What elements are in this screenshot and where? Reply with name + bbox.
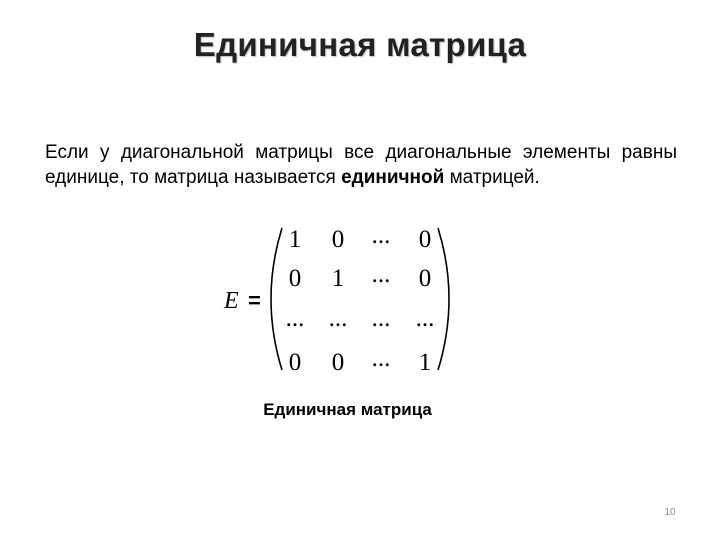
matrix-cell-r3-c4: ... [415,305,435,332]
matrix-cell-r2-c2: 1 [331,265,345,292]
definition-bold-term: единичной [341,167,445,188]
matrix-cell-r2-c3: ... [371,261,391,288]
matrix-variable: E [224,288,239,314]
matrix-cell-r1-c4: 0 [418,226,432,253]
equals-sign: = [248,288,261,313]
matrix-cells [286,222,435,376]
identity-matrix-formula [218,224,458,374]
definition-text-start: Если у диагональной матрицы все диагональные элементы равны единице, то матрица называется [45,142,677,188]
matrix-cell-r3-c1: ... [285,305,305,332]
matrix-cell-r3-c3: ... [371,305,391,332]
matrix-cell-r4-c4: 1 [418,349,432,376]
matrix-cell-r2-c1: 0 [288,265,302,292]
page-number: 10 [664,507,676,518]
right-parenthesis [438,228,449,370]
matrix-svg [218,224,458,374]
slide-title: Единичная матрица [193,26,527,63]
matrix-cell-r1-c2: 0 [331,226,345,253]
matrix-cell-r4-c1: 0 [288,349,302,376]
left-parenthesis [271,228,282,370]
matrix-cell-r1-c3: ... [371,222,391,249]
matrix-cell-r3-c2: ... [328,305,348,332]
definition-text-end: матрицей. [444,167,540,188]
definition-paragraph [45,140,677,190]
matrix-cell-r4-c3: ... [371,345,391,372]
matrix-cell-r4-c2: 0 [331,349,345,376]
figure-caption: Единичная матрица [263,400,432,419]
matrix-cell-r2-c4: 0 [418,265,432,292]
matrix-cell-r1-c1: 1 [288,226,302,253]
